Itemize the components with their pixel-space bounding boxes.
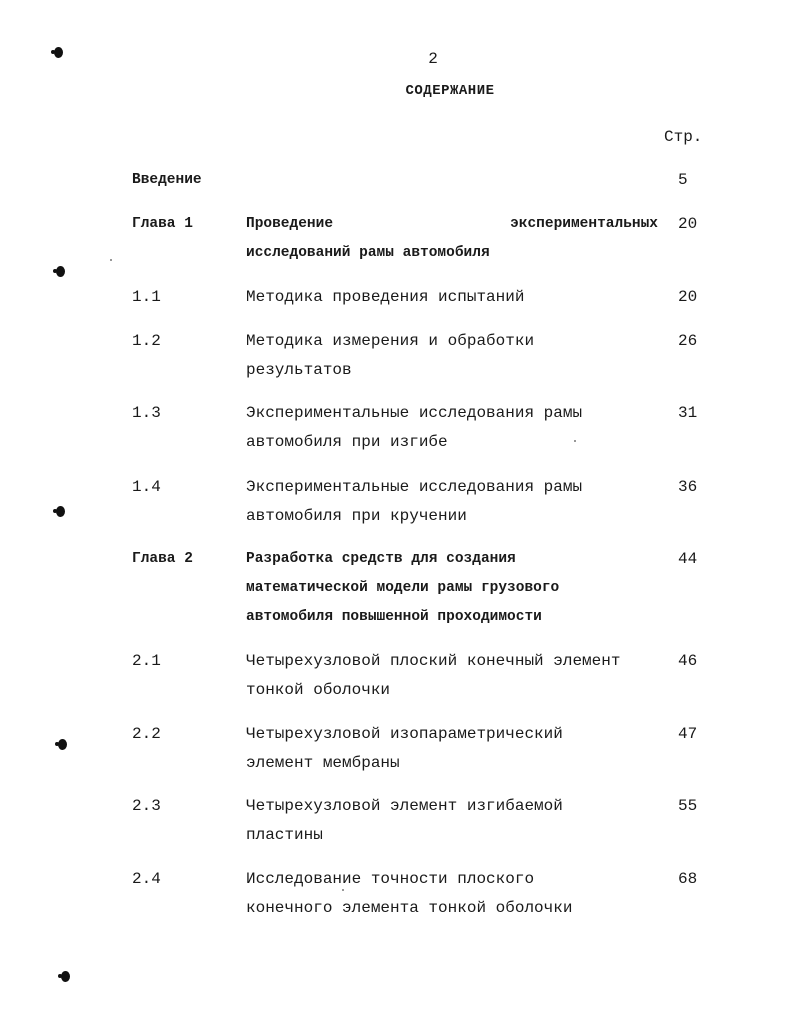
toc-entry-page: 20 <box>678 288 698 306</box>
toc-entry-number: 2.4 <box>132 870 161 888</box>
document-title: СОДЕРЖАНИЕ <box>405 83 495 99</box>
toc-entry-number: Глава 1 <box>132 216 193 232</box>
toc-entry-number: 2.2 <box>132 725 161 743</box>
toc-entry-title-line: Экспериментальные исследования рамы <box>246 478 583 496</box>
toc-entry-title-line: Методика измерения и обработки <box>246 332 535 350</box>
toc-entry-title-line: Четырехузловой изопараметрический <box>246 725 563 743</box>
binding-hole-mark <box>56 506 65 517</box>
toc-entry-title-line: тонкой оболочки <box>246 681 391 699</box>
toc-entry-number: 1.2 <box>132 332 161 350</box>
binding-hole-mark <box>56 266 65 277</box>
toc-entry-number: 2.1 <box>132 652 161 670</box>
toc-entry-title-line: результатов <box>246 361 352 379</box>
toc-entry-page: 68 <box>678 870 698 888</box>
toc-entry-page: 31 <box>678 404 698 422</box>
toc-entry-title-line: исследований рамы автомобиля <box>246 245 490 261</box>
binding-hole-mark <box>58 739 67 750</box>
toc-entry-page: 5 <box>678 171 688 189</box>
toc-entry-number: Введение <box>132 172 202 188</box>
toc-entry-page: 55 <box>678 797 698 815</box>
toc-entry-title-line: автомобиля при кручении <box>246 507 467 525</box>
toc-entry-title-line: Экспериментальные исследования рамы <box>246 404 583 422</box>
toc-entry-number: Глава 2 <box>132 551 193 567</box>
toc-entry-title-line: автомобиля при изгибе <box>246 433 448 451</box>
toc-entry-title-line: автомобиля повышенной проходимости <box>246 609 542 625</box>
scan-speck <box>110 259 112 261</box>
toc-entry-title-line: Проведение экспериментальных <box>246 216 658 232</box>
toc-entry-title-line: математической модели рамы грузового <box>246 580 560 596</box>
toc-entry-page: 20 <box>678 215 698 233</box>
toc-entry-title-line: Четырехузловой элемент изгибаемой <box>246 797 563 815</box>
toc-entry-number: 2.3 <box>132 797 161 815</box>
toc-entry-page: 26 <box>678 332 698 350</box>
binding-hole-mark <box>61 971 70 982</box>
toc-entry-number: 1.1 <box>132 288 161 306</box>
toc-entry-title-line: Исследование точности плоского <box>246 870 535 888</box>
toc-entry-page: 46 <box>678 652 698 670</box>
toc-entry-page: 47 <box>678 725 698 743</box>
toc-entry-number: 1.3 <box>132 404 161 422</box>
toc-entry-title-line: элемент мембраны <box>246 754 400 772</box>
toc-entry-title-line: Четырехузловой плоский конечный элемент <box>246 652 621 670</box>
toc-entry-title-line: Методика проведения испытаний <box>246 288 525 306</box>
toc-entry-page: 44 <box>678 550 698 568</box>
toc-entry-number: 1.4 <box>132 478 161 496</box>
toc-entry-page: 36 <box>678 478 698 496</box>
toc-entry-title-line: Разработка средств для создания <box>246 551 516 567</box>
toc-entry-title-line: конечного элемента тонкой оболочки <box>246 899 573 917</box>
page-number: 2 <box>428 50 438 68</box>
page-column-label: Стр. <box>664 128 703 146</box>
toc-entry-title-line: пластины <box>246 826 323 844</box>
